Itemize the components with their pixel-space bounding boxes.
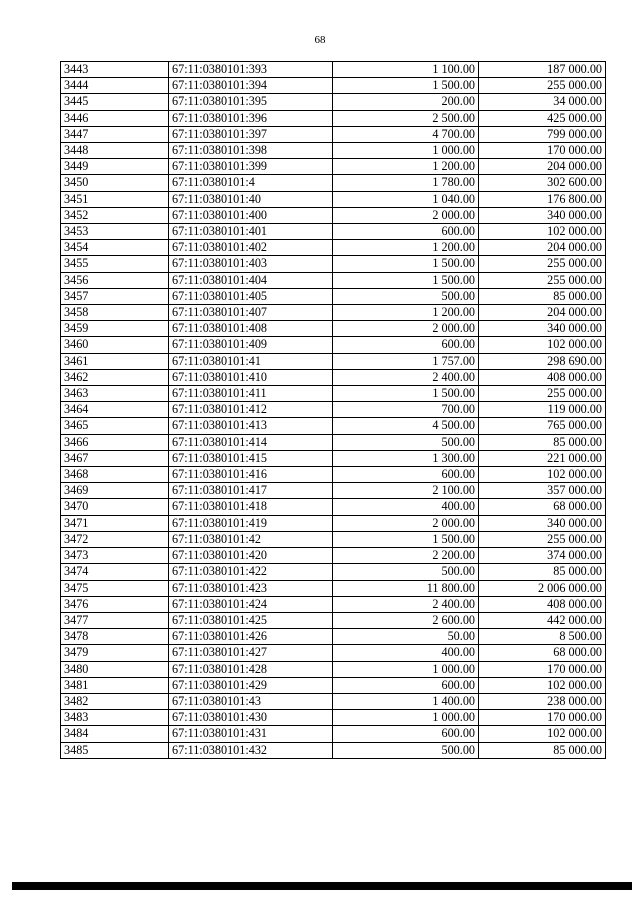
- cost-cell: 408 000.00: [479, 596, 606, 612]
- row-number-cell: 3469: [61, 483, 169, 499]
- page-bottom-rule: [12, 882, 632, 890]
- area-cell: 2 000.00: [333, 321, 479, 337]
- row-number-cell: 3455: [61, 256, 169, 272]
- cadastral-number-cell: 67:11:0380101:432: [169, 742, 333, 758]
- row-number-cell: 3454: [61, 240, 169, 256]
- cost-cell: 442 000.00: [479, 612, 606, 628]
- cost-cell: 408 000.00: [479, 369, 606, 385]
- row-number-cell: 3483: [61, 710, 169, 726]
- cadastral-number-cell: 67:11:0380101:407: [169, 305, 333, 321]
- row-number-cell: 3479: [61, 645, 169, 661]
- table-row: [61, 321, 606, 337]
- cost-cell: 85 000.00: [479, 564, 606, 580]
- cost-cell: 102 000.00: [479, 467, 606, 483]
- table-row: [61, 548, 606, 564]
- table-row: [61, 499, 606, 515]
- area-cell: 1 500.00: [333, 256, 479, 272]
- area-cell: 1 200.00: [333, 159, 479, 175]
- cost-cell: 85 000.00: [479, 288, 606, 304]
- table-row: [61, 78, 606, 94]
- cadastral-number-cell: 67:11:0380101:398: [169, 143, 333, 159]
- area-cell: 400.00: [333, 499, 479, 515]
- table-row: [61, 742, 606, 758]
- area-cell: 11 800.00: [333, 580, 479, 596]
- cadastral-number-cell: 67:11:0380101:419: [169, 515, 333, 531]
- row-number-cell: 3446: [61, 110, 169, 126]
- area-cell: 1 100.00: [333, 62, 479, 78]
- cost-cell: 298 690.00: [479, 353, 606, 369]
- table-row: [61, 288, 606, 304]
- row-number-cell: 3480: [61, 661, 169, 677]
- cadastral-number-cell: 67:11:0380101:418: [169, 499, 333, 515]
- row-number-cell: 3453: [61, 224, 169, 240]
- cost-cell: 255 000.00: [479, 78, 606, 94]
- cost-cell: 204 000.00: [479, 240, 606, 256]
- row-number-cell: 3478: [61, 629, 169, 645]
- cost-cell: 357 000.00: [479, 483, 606, 499]
- row-number-cell: 3474: [61, 564, 169, 580]
- row-number-cell: 3468: [61, 467, 169, 483]
- row-number-cell: 3476: [61, 596, 169, 612]
- cost-cell: 255 000.00: [479, 256, 606, 272]
- table-body: [61, 62, 606, 759]
- table-row: [61, 110, 606, 126]
- cost-cell: 340 000.00: [479, 321, 606, 337]
- land-plots-table: [60, 61, 606, 759]
- area-cell: 500.00: [333, 288, 479, 304]
- table-row: [61, 515, 606, 531]
- row-number-cell: 3452: [61, 207, 169, 223]
- cost-cell: 170 000.00: [479, 143, 606, 159]
- area-cell: 600.00: [333, 677, 479, 693]
- area-cell: 2 500.00: [333, 110, 479, 126]
- table-row: [61, 612, 606, 628]
- area-cell: 1 000.00: [333, 710, 479, 726]
- row-number-cell: 3472: [61, 531, 169, 547]
- row-number-cell: 3475: [61, 580, 169, 596]
- row-number-cell: 3460: [61, 337, 169, 353]
- table-row: [61, 256, 606, 272]
- table-row: [61, 531, 606, 547]
- cadastral-number-cell: 67:11:0380101:410: [169, 369, 333, 385]
- row-number-cell: 3462: [61, 369, 169, 385]
- cost-cell: 765 000.00: [479, 418, 606, 434]
- table-row: [61, 159, 606, 175]
- row-number-cell: 3448: [61, 143, 169, 159]
- cost-cell: 255 000.00: [479, 386, 606, 402]
- cost-cell: 204 000.00: [479, 159, 606, 175]
- area-cell: 2 200.00: [333, 548, 479, 564]
- area-cell: 1 500.00: [333, 386, 479, 402]
- cost-cell: 170 000.00: [479, 710, 606, 726]
- cadastral-number-cell: 67:11:0380101:420: [169, 548, 333, 564]
- cost-cell: 170 000.00: [479, 661, 606, 677]
- table-row: [61, 94, 606, 110]
- area-cell: 1 400.00: [333, 693, 479, 709]
- cadastral-number-cell: 67:11:0380101:428: [169, 661, 333, 677]
- row-number-cell: 3463: [61, 386, 169, 402]
- table-row: [61, 224, 606, 240]
- cadastral-number-cell: 67:11:0380101:416: [169, 467, 333, 483]
- cadastral-number-cell: 67:11:0380101:423: [169, 580, 333, 596]
- area-cell: 1 500.00: [333, 272, 479, 288]
- area-cell: 200.00: [333, 94, 479, 110]
- cost-cell: 238 000.00: [479, 693, 606, 709]
- cadastral-number-cell: 67:11:0380101:417: [169, 483, 333, 499]
- cost-cell: 8 500.00: [479, 629, 606, 645]
- cadastral-number-cell: 67:11:0380101:4: [169, 175, 333, 191]
- cadastral-number-cell: 67:11:0380101:429: [169, 677, 333, 693]
- cadastral-number-cell: 67:11:0380101:415: [169, 450, 333, 466]
- cost-cell: 204 000.00: [479, 305, 606, 321]
- area-cell: 500.00: [333, 434, 479, 450]
- table-row: [61, 240, 606, 256]
- cadastral-number-cell: 67:11:0380101:401: [169, 224, 333, 240]
- table-row: [61, 143, 606, 159]
- cost-cell: 68 000.00: [479, 645, 606, 661]
- row-number-cell: 3473: [61, 548, 169, 564]
- table-row: [61, 386, 606, 402]
- area-cell: 2 400.00: [333, 369, 479, 385]
- area-cell: 1 300.00: [333, 450, 479, 466]
- table-row: [61, 402, 606, 418]
- cadastral-number-cell: 67:11:0380101:408: [169, 321, 333, 337]
- cadastral-number-cell: 67:11:0380101:393: [169, 62, 333, 78]
- cadastral-number-cell: 67:11:0380101:414: [169, 434, 333, 450]
- cost-cell: 255 000.00: [479, 272, 606, 288]
- cost-cell: 85 000.00: [479, 434, 606, 450]
- cadastral-number-cell: 67:11:0380101:40: [169, 191, 333, 207]
- table-row: [61, 175, 606, 191]
- area-cell: 2 000.00: [333, 207, 479, 223]
- cost-cell: 255 000.00: [479, 531, 606, 547]
- table-row: [61, 434, 606, 450]
- area-cell: 4 700.00: [333, 126, 479, 142]
- area-cell: 700.00: [333, 402, 479, 418]
- row-number-cell: 3456: [61, 272, 169, 288]
- cost-cell: 102 000.00: [479, 224, 606, 240]
- row-number-cell: 3451: [61, 191, 169, 207]
- row-number-cell: 3482: [61, 693, 169, 709]
- area-cell: 2 100.00: [333, 483, 479, 499]
- area-cell: 600.00: [333, 467, 479, 483]
- area-cell: 2 400.00: [333, 596, 479, 612]
- table-row: [61, 418, 606, 434]
- cadastral-number-cell: 67:11:0380101:394: [169, 78, 333, 94]
- area-cell: 500.00: [333, 742, 479, 758]
- cost-cell: 68 000.00: [479, 499, 606, 515]
- cadastral-number-cell: 67:11:0380101:427: [169, 645, 333, 661]
- cadastral-number-cell: 67:11:0380101:409: [169, 337, 333, 353]
- cadastral-number-cell: 67:11:0380101:43: [169, 693, 333, 709]
- area-cell: 1 040.00: [333, 191, 479, 207]
- cadastral-number-cell: 67:11:0380101:422: [169, 564, 333, 580]
- row-number-cell: 3443: [61, 62, 169, 78]
- area-cell: 1 200.00: [333, 305, 479, 321]
- row-number-cell: 3445: [61, 94, 169, 110]
- row-number-cell: 3467: [61, 450, 169, 466]
- table-row: [61, 467, 606, 483]
- cadastral-number-cell: 67:11:0380101:424: [169, 596, 333, 612]
- cost-cell: 102 000.00: [479, 726, 606, 742]
- cadastral-number-cell: 67:11:0380101:42: [169, 531, 333, 547]
- page-number: 68: [314, 34, 326, 46]
- cadastral-number-cell: 67:11:0380101:402: [169, 240, 333, 256]
- row-number-cell: 3458: [61, 305, 169, 321]
- area-cell: 1 000.00: [333, 661, 479, 677]
- row-number-cell: 3470: [61, 499, 169, 515]
- row-number-cell: 3447: [61, 126, 169, 142]
- table-row: [61, 483, 606, 499]
- area-cell: 1 000.00: [333, 143, 479, 159]
- cadastral-number-cell: 67:11:0380101:431: [169, 726, 333, 742]
- table-row: [61, 693, 606, 709]
- cost-cell: 176 800.00: [479, 191, 606, 207]
- cost-cell: 302 600.00: [479, 175, 606, 191]
- cadastral-number-cell: 67:11:0380101:413: [169, 418, 333, 434]
- table-row: [61, 126, 606, 142]
- table-row: [61, 710, 606, 726]
- area-cell: 1 500.00: [333, 78, 479, 94]
- cost-cell: 340 000.00: [479, 515, 606, 531]
- table-row: [61, 353, 606, 369]
- area-cell: 1 200.00: [333, 240, 479, 256]
- row-number-cell: 3465: [61, 418, 169, 434]
- table-row: [61, 661, 606, 677]
- area-cell: 4 500.00: [333, 418, 479, 434]
- cadastral-number-cell: 67:11:0380101:397: [169, 126, 333, 142]
- row-number-cell: 3444: [61, 78, 169, 94]
- table-row: [61, 564, 606, 580]
- row-number-cell: 3459: [61, 321, 169, 337]
- cadastral-number-cell: 67:11:0380101:412: [169, 402, 333, 418]
- cost-cell: 85 000.00: [479, 742, 606, 758]
- cadastral-number-cell: 67:11:0380101:399: [169, 159, 333, 175]
- row-number-cell: 3457: [61, 288, 169, 304]
- table-row: [61, 272, 606, 288]
- area-cell: 1 757.00: [333, 353, 479, 369]
- row-number-cell: 3481: [61, 677, 169, 693]
- cadastral-number-cell: 67:11:0380101:395: [169, 94, 333, 110]
- area-cell: 600.00: [333, 726, 479, 742]
- cost-cell: 187 000.00: [479, 62, 606, 78]
- cadastral-number-cell: 67:11:0380101:404: [169, 272, 333, 288]
- row-number-cell: 3477: [61, 612, 169, 628]
- cost-cell: 799 000.00: [479, 126, 606, 142]
- cost-cell: 102 000.00: [479, 337, 606, 353]
- row-number-cell: 3485: [61, 742, 169, 758]
- area-cell: 50.00: [333, 629, 479, 645]
- cost-cell: 119 000.00: [479, 402, 606, 418]
- area-cell: 500.00: [333, 564, 479, 580]
- area-cell: 1 500.00: [333, 531, 479, 547]
- table-row: [61, 677, 606, 693]
- cost-cell: 102 000.00: [479, 677, 606, 693]
- row-number-cell: 3484: [61, 726, 169, 742]
- cadastral-number-cell: 67:11:0380101:411: [169, 386, 333, 402]
- table-row: [61, 726, 606, 742]
- table-row: [61, 580, 606, 596]
- area-cell: 400.00: [333, 645, 479, 661]
- area-cell: 600.00: [333, 337, 479, 353]
- table-row: [61, 207, 606, 223]
- cost-cell: 2 006 000.00: [479, 580, 606, 596]
- cadastral-number-cell: 67:11:0380101:400: [169, 207, 333, 223]
- cadastral-number-cell: 67:11:0380101:426: [169, 629, 333, 645]
- cost-cell: 425 000.00: [479, 110, 606, 126]
- table-row: [61, 645, 606, 661]
- row-number-cell: 3461: [61, 353, 169, 369]
- table-row: [61, 369, 606, 385]
- row-number-cell: 3471: [61, 515, 169, 531]
- table-row: [61, 62, 606, 78]
- cadastral-number-cell: 67:11:0380101:425: [169, 612, 333, 628]
- cadastral-number-cell: 67:11:0380101:41: [169, 353, 333, 369]
- cost-cell: 34 000.00: [479, 94, 606, 110]
- cost-cell: 340 000.00: [479, 207, 606, 223]
- cadastral-number-cell: 67:11:0380101:430: [169, 710, 333, 726]
- table-row: [61, 596, 606, 612]
- area-cell: 2 000.00: [333, 515, 479, 531]
- area-cell: 2 600.00: [333, 612, 479, 628]
- cadastral-number-cell: 67:11:0380101:396: [169, 110, 333, 126]
- table-row: [61, 450, 606, 466]
- area-cell: 600.00: [333, 224, 479, 240]
- table-row: [61, 305, 606, 321]
- cost-cell: 221 000.00: [479, 450, 606, 466]
- cadastral-number-cell: 67:11:0380101:405: [169, 288, 333, 304]
- table-row: [61, 191, 606, 207]
- area-cell: 1 780.00: [333, 175, 479, 191]
- table-row: [61, 337, 606, 353]
- cadastral-number-cell: 67:11:0380101:403: [169, 256, 333, 272]
- row-number-cell: 3449: [61, 159, 169, 175]
- table-row: [61, 629, 606, 645]
- row-number-cell: 3464: [61, 402, 169, 418]
- cost-cell: 374 000.00: [479, 548, 606, 564]
- row-number-cell: 3450: [61, 175, 169, 191]
- row-number-cell: 3466: [61, 434, 169, 450]
